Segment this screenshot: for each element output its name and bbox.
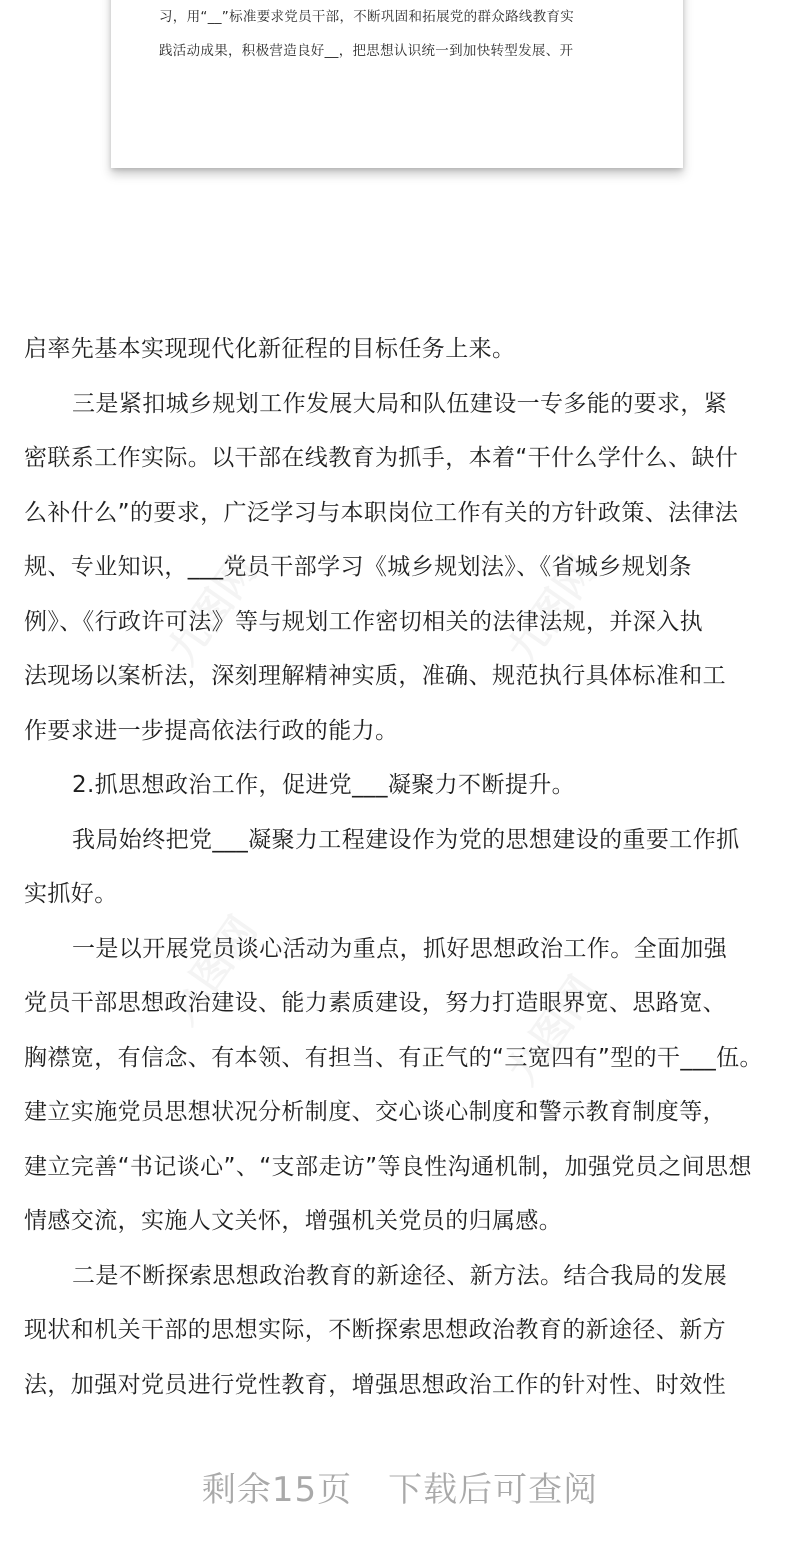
download-action-label: 下载后可查阅 xyxy=(388,1470,599,1510)
body-line: 法，加强对党员进行党性教育，增强思想政治工作的针对性、时效性 xyxy=(24,1371,726,1398)
watermark: 九图网 xyxy=(159,908,267,1033)
watermark: 九图网 xyxy=(499,548,607,673)
body-line: 建立实施党员思想状况分析制度、交心谈心制度和警示教育制度等， xyxy=(24,1099,726,1125)
body-line: 例》、《行政许可法》等与规划工作密切相关的法律法规，并深入执 xyxy=(24,608,703,635)
preview-page-card xyxy=(111,0,683,168)
body-line: 建立完善“书记谈心”、“支部走访”等良性沟通机制，加强党员之间思想 xyxy=(24,1153,752,1180)
body-line: 情感交流，实施人文关怀，增强机关党员的归属感。 xyxy=(24,1208,563,1234)
body-line: 三是紧扣城乡规划工作发展大局和队伍建设一专多能的要求，紧 xyxy=(72,390,728,417)
body-line: 我局始终把党___凝聚力工程建设作为党的思想建设的重要工作抓 xyxy=(72,826,740,853)
body-line: 实抓好。 xyxy=(24,881,118,907)
body-line: 现状和机关干部的思想实际，不断探索思想政治教育的新途径、新方 xyxy=(24,1317,726,1343)
body-line: 作要求进一步提高依法行政的能力。 xyxy=(24,717,399,744)
preview-line: 践活动成果，积极营造良好__，把思想认识统一到加快转型发展、开 xyxy=(159,43,574,59)
body-line: 二是不断探索思想政治教育的新途径、新方法。结合我局的发展 xyxy=(72,1262,728,1289)
body-line: 2.抓思想政治工作，促进党___凝聚力不断提升。 xyxy=(72,772,576,798)
preview-text xyxy=(159,0,643,68)
download-to-read-more-link[interactable] xyxy=(0,1462,800,1511)
watermark: 九图网 xyxy=(499,968,607,1093)
body-line: 启率先基本实现现代化新征程的目标任务上来。 xyxy=(24,336,516,362)
body-line: 规、专业知识，___党员干部学习《城乡规划法》、《省城乡规划条 xyxy=(24,554,692,580)
body-line: 党员干部思想政治建设、能力素质建设，努力打造眼界宽、思路宽、 xyxy=(24,990,726,1016)
preview-line: 习，用“__”标准要求党员干部，不断巩固和拓展党的群众路线教育实 xyxy=(159,9,575,25)
body-line: 一是以开展党员谈心活动为重点，抓好思想政治工作。全面加强 xyxy=(72,935,728,962)
body-line: 么补什么”的要求，广泛学习与本职岗位工作有关的方针政策、法律法 xyxy=(24,499,739,526)
body-line: 法现场以案析法，深刻理解精神实质，准确、规范执行具体标准和工 xyxy=(24,663,726,689)
body-line: 胸襟宽，有信念、有本领、有担当、有正气的“三宽四有”型的干___伍。 xyxy=(24,1044,763,1071)
body-line: 密联系工作实际。以干部在线教育为抓手，本着“干什么学什么、缺什 xyxy=(24,445,739,471)
remaining-pages-label: 剩余15页 xyxy=(201,1470,353,1510)
watermark: 九图网 xyxy=(159,548,267,673)
document-body xyxy=(24,322,784,1412)
